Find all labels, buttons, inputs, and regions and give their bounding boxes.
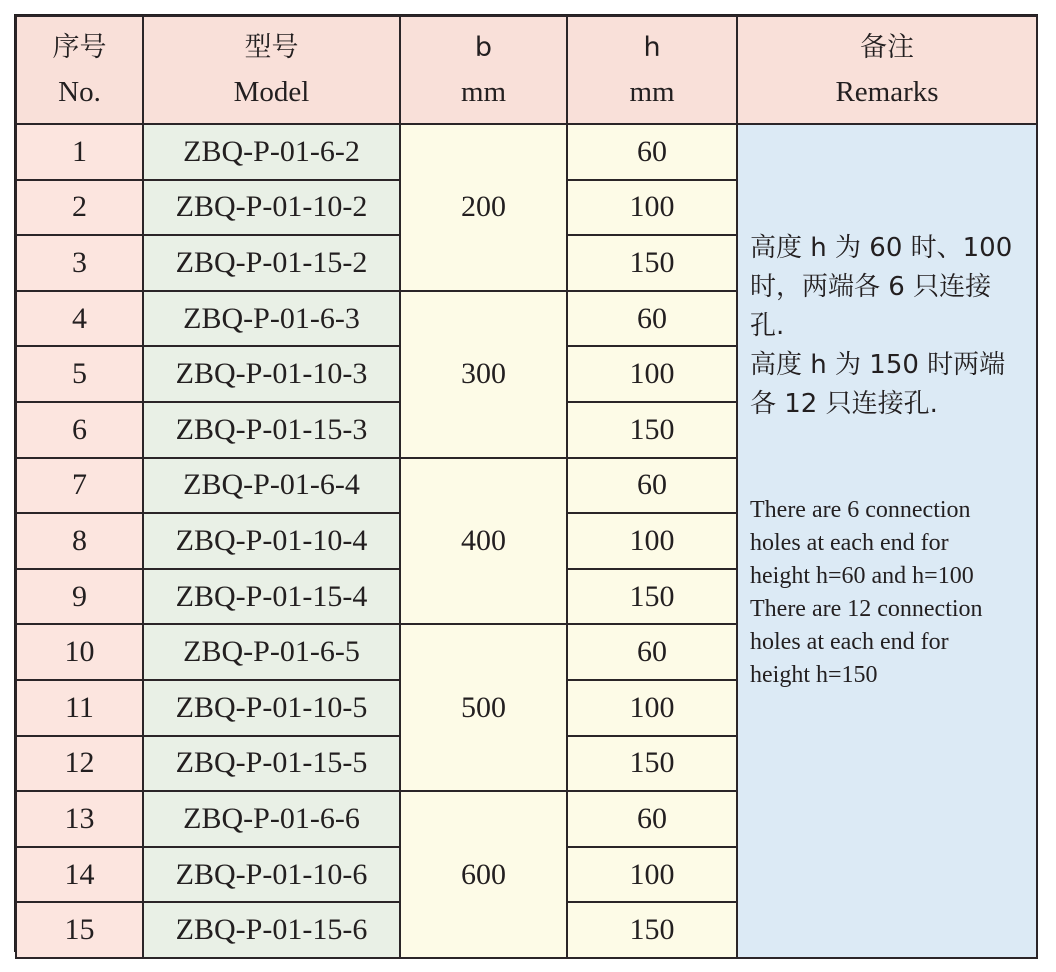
header-model: [143, 16, 400, 124]
row-no: 12: [16, 736, 143, 792]
remarks-en-line: There are 12 connection: [750, 596, 983, 622]
table-row: [16, 124, 1037, 180]
row-no: 14: [16, 847, 143, 903]
row-model: ZBQ-P-01-15-6: [143, 902, 400, 958]
remarks-en-line: height h=150: [750, 662, 878, 688]
remarks-en-line: There are 6 connection: [750, 497, 971, 523]
row-model: ZBQ-P-01-15-3: [143, 402, 400, 458]
row-h: 150: [567, 736, 737, 792]
remarks-cn-line: 高度 h 为 150 时两端: [750, 350, 1006, 380]
row-model: ZBQ-P-01-10-6: [143, 847, 400, 903]
row-h: 60: [567, 458, 737, 514]
header-h: [567, 16, 737, 124]
row-no: 3: [16, 235, 143, 291]
row-h: 150: [567, 569, 737, 625]
b-group: 200: [400, 124, 567, 291]
b-group: 300: [400, 291, 567, 458]
row-no: 15: [16, 902, 143, 958]
remarks-cn-line: 孔.: [750, 311, 785, 341]
row-model: ZBQ-P-01-10-4: [143, 513, 400, 569]
row-no: 13: [16, 791, 143, 847]
remarks-cn-line: 各 12 只连接孔.: [750, 389, 938, 419]
row-h: 100: [567, 513, 737, 569]
row-model: ZBQ-P-01-6-2: [143, 124, 400, 180]
row-model: ZBQ-P-01-10-5: [143, 680, 400, 736]
row-model: ZBQ-P-01-6-6: [143, 791, 400, 847]
row-no: 8: [16, 513, 143, 569]
header-remarks-en: Remarks: [835, 76, 939, 108]
header-model-cn: 型号: [244, 32, 299, 63]
header-remarks-cn: 备注: [860, 32, 914, 63]
row-no: 6: [16, 402, 143, 458]
header-no-cn: 序号: [52, 32, 107, 63]
header-no-en: No.: [58, 76, 101, 108]
header-row: [16, 16, 1037, 124]
row-model: ZBQ-P-01-15-5: [143, 736, 400, 792]
row-no: 4: [16, 291, 143, 347]
remarks-cn-line: 高度 h 为 60 时、100: [750, 233, 1013, 263]
remarks-cell: [737, 124, 1037, 958]
row-h: 150: [567, 902, 737, 958]
row-model: ZBQ-P-01-6-5: [143, 624, 400, 680]
b-group: 400: [400, 458, 567, 625]
row-h: 150: [567, 402, 737, 458]
remarks-cn-line: 时，两端各 6 只连接: [750, 272, 992, 302]
row-no: 7: [16, 458, 143, 514]
row-h: 100: [567, 346, 737, 402]
remarks-en-line: holes at each end for: [750, 530, 949, 556]
header-b-label: b: [474, 32, 493, 63]
row-h: 150: [567, 235, 737, 291]
row-h: 100: [567, 680, 737, 736]
row-h: 100: [567, 180, 737, 236]
row-h: 60: [567, 624, 737, 680]
row-no: 10: [16, 624, 143, 680]
row-model: ZBQ-P-01-10-2: [143, 180, 400, 236]
b-group: 500: [400, 624, 567, 791]
row-model: ZBQ-P-01-10-3: [143, 346, 400, 402]
row-h: 60: [567, 791, 737, 847]
row-model: ZBQ-P-01-15-2: [143, 235, 400, 291]
spec-table: [15, 15, 1038, 959]
remarks-en-line: holes at each end for: [750, 629, 949, 655]
row-no: 11: [16, 680, 143, 736]
header-no: [16, 16, 143, 124]
header-b: [400, 16, 567, 124]
row-model: ZBQ-P-01-6-3: [143, 291, 400, 347]
row-model: ZBQ-P-01-15-4: [143, 569, 400, 625]
row-model: ZBQ-P-01-6-4: [143, 458, 400, 514]
remarks-en-line: height h=60 and h=100: [750, 563, 974, 589]
header-h-label: h: [643, 32, 661, 63]
header-remarks: [737, 16, 1037, 124]
row-h: 60: [567, 124, 737, 180]
row-no: 2: [16, 180, 143, 236]
header-h-unit: mm: [629, 76, 675, 108]
row-h: 100: [567, 847, 737, 903]
row-no: 1: [16, 124, 143, 180]
row-no: 5: [16, 346, 143, 402]
row-no: 9: [16, 569, 143, 625]
header-b-unit: mm: [460, 76, 507, 108]
row-h: 60: [567, 291, 737, 347]
b-group: 600: [400, 791, 567, 958]
header-model-en: Model: [233, 76, 310, 108]
